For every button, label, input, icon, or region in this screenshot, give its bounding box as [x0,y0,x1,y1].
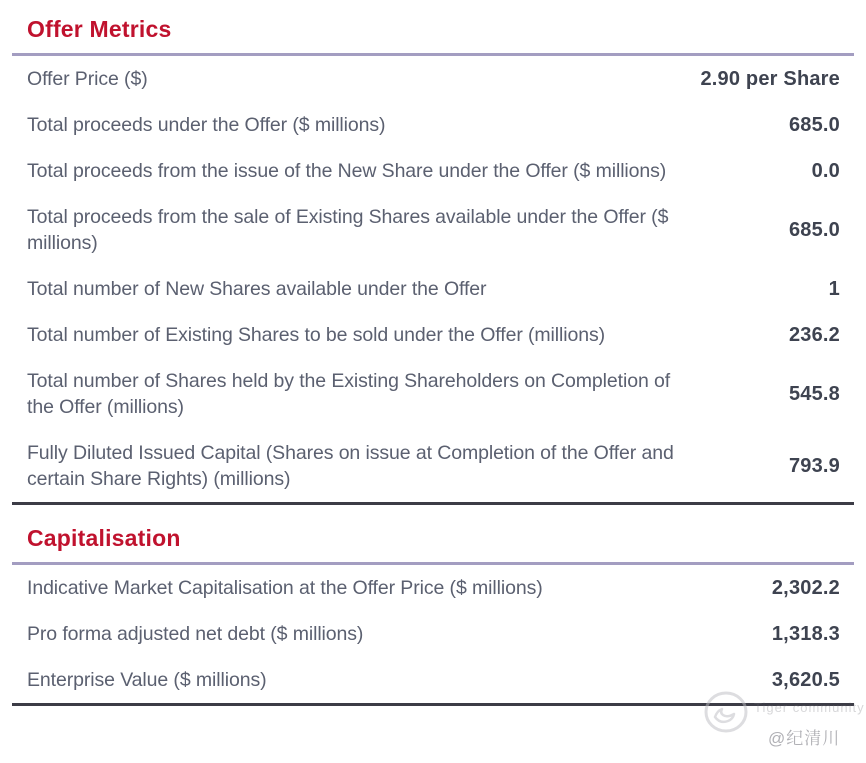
row-value: 2.90 per Share [700,67,840,90]
table-row [12,611,854,657]
row-value: 0.0 [811,159,840,182]
row-value: 685.0 [788,218,840,241]
section-offer-metrics [12,10,854,505]
row-value: 2,302.2 [771,576,840,599]
row-label: Pro forma adjusted net debt ($ millions) [27,623,364,645]
table-row [12,358,854,430]
row-value: 1,318.3 [771,622,840,645]
row-value: 545.8 [788,382,840,405]
table-row [12,194,854,266]
offer-metrics-document [12,10,854,706]
table-row [12,56,854,102]
table-row [12,312,854,358]
table-row [12,148,854,194]
row-label: Total proceeds from the issue of the New Share under the Offer ($ millions) [27,160,667,182]
row-label: Total proceeds from the sale of Existing Shares available under the Offer ($ millions) [27,206,669,254]
row-value: 793.9 [788,454,840,477]
section-title-capitalisation: Capitalisation [12,519,854,565]
capitalisation-table [12,565,854,706]
row-value: 685.0 [788,113,840,136]
row-label: Total number of New Shares available under the Offer [27,278,487,300]
row-label: Total number of Shares held by the Existing Shareholders on Completion of the Offer (millions) [27,370,671,418]
row-label: Offer Price ($) [27,68,148,90]
table-row [12,565,854,611]
watermark-user-handle: @纪清川 [768,729,841,748]
row-label: Fully Diluted Issued Capital (Shares on issue at Completion of the Offer and certain Share Rights) (millions) [27,442,674,490]
row-label: Indicative Market Capitalisation at the Offer Price ($ millions) [27,577,543,599]
offer-metrics-table [12,56,854,505]
table-row [12,266,854,312]
row-value: 236.2 [788,323,840,346]
watermark-overlay-text: Tiger community [754,700,865,715]
section-title-offer-metrics: Offer Metrics [12,10,854,56]
row-label: Total proceeds under the Offer ($ millions) [27,114,386,136]
row-label: Total number of Existing Shares to be sold under the Offer (millions) [27,324,606,346]
row-value: 3,620.5 [771,668,840,691]
section-capitalisation [12,519,854,706]
table-row [12,430,854,502]
table-row [12,102,854,148]
row-label: Enterprise Value ($ millions) [27,669,267,691]
table-row [12,657,854,703]
row-value: 1 [828,277,840,300]
